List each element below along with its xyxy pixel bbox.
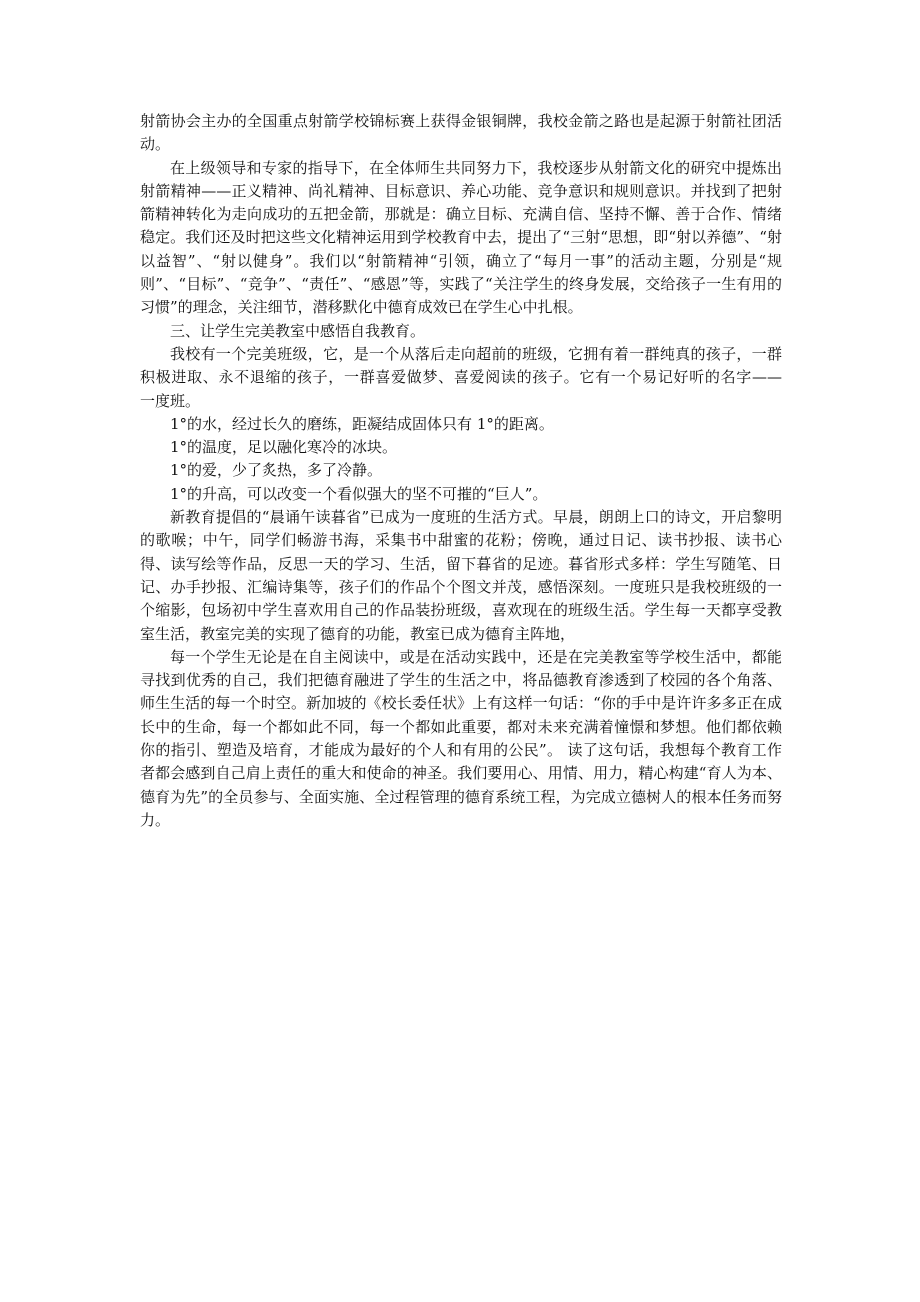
paragraph-conclusion: 每一个学生无论是在自主阅读中，或是在活动实践中，还是在完美教室等学校生活中，都能寻找到优秀的自己，我们把德育融进了学生的生活之中，将品德教育渗透到了校园的各个角落、师生生活的每一个时空。新加坡的《校长委任状》上有这样一句话：“你的手中是许许多多正在成长中的生命，每一个都如此不同，每一个都如此重要，都对未来充满着憧憬和梦想。他们都依赖你的指引、塑造及培育，才能成为最好的个人和有用的公民”。 读了这句话，我想每个教育工作者都会感到自己肩上责任的重大和使命的神圣。我们要用心、用情、用力，精心构建“育人为本、德育为先”的全员参与、全面实施、全过程管理的德育系统工程，为完成立德树人的根本任务而努力。 xyxy=(140,647,782,829)
paragraph-one-degree-love: 1°的爱，少了炙热，多了冷静。 xyxy=(170,461,383,480)
paragraph-new-education-routine: 新教育提倡的“晨诵午读暮省”已成为一度班的生活方式。早晨，朗朗上口的诗文，开启黎明的歌喉；中午，同学们畅游书海，采集书中甜蜜的花粉；傍晚，通过日记、读书抄报、读书心得、读写绘等作品，反思一天的学习、生活，留下暮省的足迹。暮省形式多样：学生写随笔、日记、办手抄报、汇编诗集等，孩子们的作品个个图文并茂，感悟深刻。一度班只是我校班级的一个缩影，包场初中学生喜欢用自己的作品装扮班级，喜欢现在的班级生活。学生每一天都享受教室生活，教室完美的实现了德育的功能，教室已成为德育主阵地， xyxy=(140,508,782,643)
paragraph-one-degree-water: 1°的水，经过长久的磨练，距凝结成固体只有 1°的距离。 xyxy=(170,414,554,433)
paragraph-one-degree-temperature: 1°的温度，足以融化寒冷的冰块。 xyxy=(170,438,398,457)
paragraph-perfect-class: 我校有一个完美班级，它，是一个从落后走向超前的班级，它拥有着一群纯真的孩子，一群积极进取、永不退缩的孩子，一群喜爱做梦、喜爱阅读的孩子。它有一个易记好听的名字—— 一度班。 xyxy=(140,344,798,410)
paragraph-one-degree-rise: 1°的升高，可以改变一个看似强大的坚不可摧的“巨人”。 xyxy=(170,484,548,503)
document-page xyxy=(140,110,798,832)
section-heading-perfect-classroom: 三、让学生完美教室中感悟自我教育。 xyxy=(170,321,426,340)
paragraph-archery-awards: 射箭协会主办的全国重点射箭学校锦标赛上获得金银铜牌，我校金箭之路也是起源于射箭社团活动。 xyxy=(140,112,782,154)
paragraph-archery-spirit: 在上级领导和专家的指导下，在全体师生共同努力下，我校逐步从射箭文化的研究中提炼出射箭精神——正义精神、尚礼精神、目标意识、养心功能、竞争意识和规则意识。并找到了把射箭精神转化为走向成功的五把金箭，那就是：确立目标、充满自信、坚持不懈、善于合作、情绪稳定。我们还及时把这些文化精神运用到学校教育中去，提出了“三射“思想，即“射以养德”、“射以益智”、“射以健身”。我们以“射箭精神“引领，确立了“每月一事”的活动主题，分别是“规则”、“目标”、“竞争”、“责任”、“感恩”等，实践了“关注学生的终身发展，交给孩子一生有用的习惯”的理念，关注细节，潜移默化中德育成效已在学生心中扎根。 xyxy=(140,158,782,317)
